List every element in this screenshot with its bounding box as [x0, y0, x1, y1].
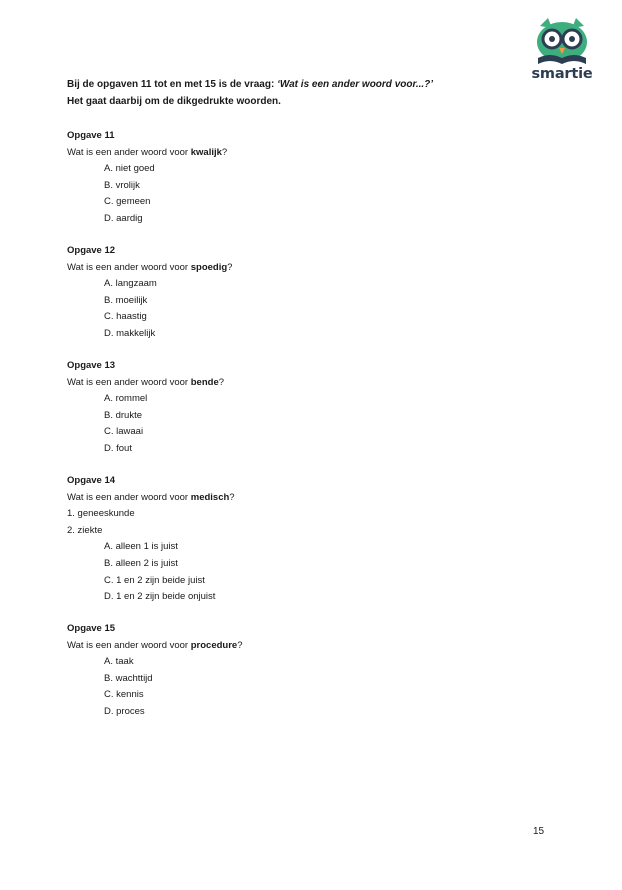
question-title: Opgave 12 [67, 245, 116, 256]
question-title: Opgave 14 [67, 475, 116, 486]
instructions [67, 76, 433, 110]
smartie-logo [526, 18, 598, 86]
option-a[interactable]: A. langzaam [104, 278, 157, 290]
option-d[interactable]: D. makkelijk [104, 327, 156, 339]
option-d[interactable]: D. proces [104, 705, 145, 717]
option-b[interactable]: B. vrolijk [104, 179, 140, 191]
prompt-suffix: ? [218, 376, 225, 388]
question-prompt [67, 490, 235, 507]
logo-text: smartie [531, 66, 593, 82]
prompt-text: Wat is een ander woord voor [67, 261, 191, 273]
prompt-keyword: spoedig [190, 261, 228, 273]
question-title: Opgave 15 [67, 623, 116, 634]
option-a[interactable]: A. alleen 1 is juist [104, 541, 178, 553]
option-b[interactable]: B. alleen 2 is juist [104, 557, 178, 569]
question-12 [67, 243, 232, 343]
question-11 [67, 128, 227, 228]
owl-icon [526, 18, 598, 68]
option-d[interactable]: D. aardig [104, 212, 143, 224]
prompt-suffix: ? [227, 261, 233, 273]
question-13 [67, 358, 224, 458]
question-title: Opgave 11 [67, 130, 115, 141]
instructions-quote: ‘Wat is een ander woord voor...?’ [277, 79, 434, 90]
question-15 [67, 621, 243, 721]
question-prompt [67, 260, 232, 277]
option-c[interactable]: C. lawaai [104, 426, 144, 438]
option-b[interactable]: B. wachttijd [104, 672, 153, 684]
instructions-line-2: Het gaat daarbij om de dikgedrukte woorden. [67, 96, 281, 107]
prompt-keyword: procedure [190, 639, 238, 651]
prompt-text: Wat is een ander woord voor [67, 491, 191, 503]
prompt-text: Wat is een ander woord voor [67, 639, 191, 651]
question-prompt [67, 638, 243, 655]
instructions-line-1 [67, 76, 433, 93]
question-prompt [67, 375, 224, 392]
option-c[interactable]: C. 1 en 2 zijn beide juist [104, 574, 205, 586]
prompt-text: Wat is een ander woord voor [67, 376, 191, 388]
option-c[interactable]: C. haastig [104, 311, 147, 323]
page-number: 15 [533, 826, 545, 837]
option-a[interactable]: A. rommel [104, 393, 148, 405]
question-prompt [67, 145, 227, 162]
prompt-text: Wat is een ander woord voor [67, 146, 191, 158]
option-b[interactable]: B. moeilijk [104, 294, 148, 306]
option-d[interactable]: D. fout [104, 442, 132, 454]
instructions-prefix: Bij de opgaven 11 tot en met 15 is de vraag: [67, 79, 278, 90]
option-b[interactable]: B. drukte [104, 409, 143, 421]
prompt-suffix: ? [221, 146, 228, 158]
question-title: Opgave 13 [67, 360, 116, 371]
statement-1: 1. geneeskunde [67, 508, 135, 520]
statement-2: 2. ziekte [67, 524, 103, 536]
prompt-keyword: medisch [190, 491, 230, 503]
prompt-keyword: bende [190, 376, 219, 388]
option-c[interactable]: C. kennis [104, 689, 144, 701]
prompt-suffix: ? [237, 639, 243, 651]
prompt-keyword: kwalijk [190, 146, 222, 158]
option-c[interactable]: C. gemeen [104, 196, 151, 208]
option-a[interactable]: A. taak [104, 656, 134, 668]
option-d[interactable]: D. 1 en 2 zijn beide onjuist [104, 591, 216, 603]
prompt-suffix: ? [229, 491, 235, 503]
question-14 [67, 473, 235, 606]
option-a[interactable]: A. niet goed [104, 163, 155, 175]
